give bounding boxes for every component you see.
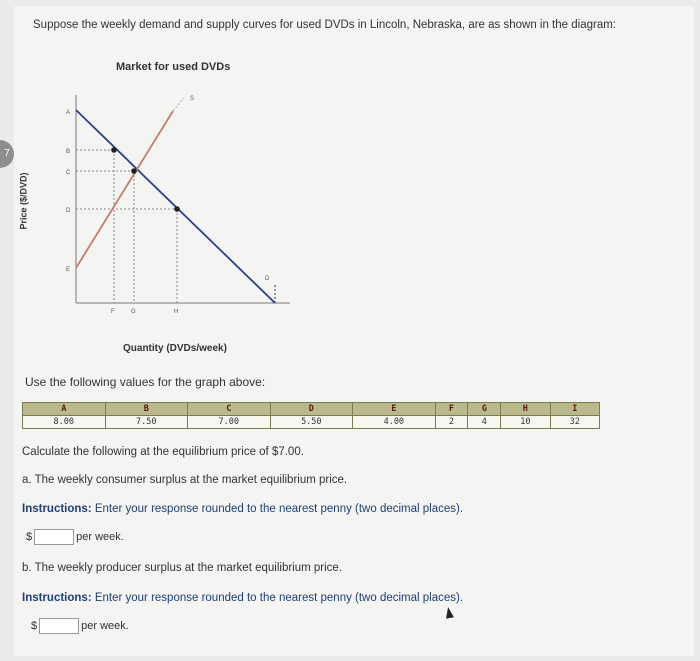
instructions-label: Instructions: [22, 592, 92, 604]
instructions-label: Instructions: [22, 503, 92, 515]
supply-label: S [190, 96, 195, 102]
chart-title: Market for used DVDs [116, 61, 231, 73]
answer-a-input[interactable] [34, 529, 74, 545]
tick-f: F [111, 309, 115, 315]
tick-g: G [131, 309, 136, 315]
unit-label: per week. [81, 620, 129, 632]
header-cell: H [501, 403, 550, 416]
value-cell: 10 [501, 416, 550, 429]
value-cell: 8.00 [23, 416, 106, 429]
point-d [174, 206, 180, 212]
value-cell: 4 [468, 416, 501, 429]
point-equilibrium [131, 168, 137, 174]
value-cell: 7.00 [188, 416, 271, 429]
part-a-prompt: a. The weekly consumer surplus at the market equilibrium price. [22, 474, 348, 486]
values-table [22, 402, 600, 429]
value-cell: 7.50 [105, 416, 188, 429]
question-intro: Calculate the following at the equilibrium price of $7.00. [22, 446, 304, 458]
demand-label: D [265, 276, 270, 282]
part-b-prompt: b. The weekly producer surplus at the market equilibrium price. [22, 562, 343, 574]
value-cell: 32 [550, 416, 599, 429]
header-cell: C [188, 403, 271, 416]
value-cell: 4.00 [353, 416, 436, 429]
values-table-row [23, 416, 600, 429]
tick-b: B [66, 149, 71, 155]
demand-curve [76, 110, 275, 303]
answer-b-row [31, 618, 129, 634]
tick-h: H [174, 309, 179, 315]
values-table-header [23, 403, 600, 416]
header-cell: G [468, 403, 501, 416]
header-cell: D [270, 403, 353, 416]
tick-a: A [66, 110, 71, 116]
tick-e: E [66, 267, 71, 273]
instructions-a [22, 503, 463, 515]
currency-symbol: $ [31, 620, 38, 632]
tick-c: C [66, 170, 71, 176]
header-cell: F [435, 403, 468, 416]
currency-symbol: $ [26, 531, 33, 543]
answer-a-row [26, 529, 124, 545]
question-number-tab[interactable]: 7 [0, 140, 14, 168]
header-cell: I [550, 403, 599, 416]
y-axis-label: Price ($/DVD) [18, 172, 29, 230]
instructions-text: Enter your response rounded to the nearest penny (two decimal places). [91, 592, 464, 604]
x-axis-label: Quantity (DVDs/week) [123, 343, 227, 354]
intro-text: Suppose the weekly demand and supply curves for used DVDs in Lincoln, Nebraska, are as shown in the diagram: [33, 19, 616, 31]
header-cell: B [105, 403, 188, 416]
unit-label: per week. [76, 531, 124, 543]
answer-b-input[interactable] [39, 618, 79, 634]
value-cell: 5.50 [270, 416, 353, 429]
tick-d: D [66, 208, 71, 214]
point-b [111, 147, 117, 153]
instructions-text: Enter your response rounded to the nearest penny (two decimal places). [91, 503, 464, 515]
supply-curve-tail [173, 98, 184, 111]
header-cell: A [23, 403, 106, 416]
instructions-b [22, 592, 463, 604]
mouse-cursor-icon [444, 606, 454, 618]
values-lead: Use the following values for the graph above: [25, 375, 266, 389]
header-cell: E [353, 403, 436, 416]
value-cell: 2 [435, 416, 468, 429]
